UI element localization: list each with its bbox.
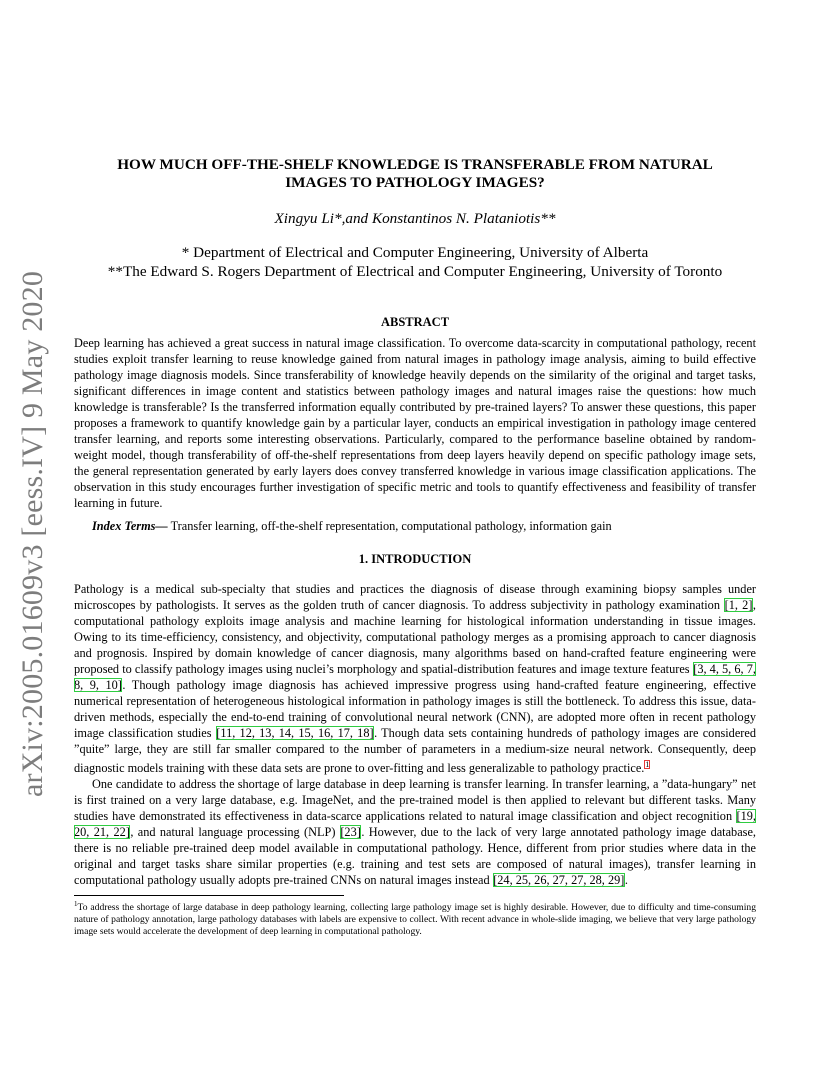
- text-run: . Though pathology image diagnosis has achieved impressive progress using hand-crafted feature engineering, effective numerical representation of heterogeneous histological information in pathology images is still the bottleneck. To address this issue, data-driven methods, especially the end-to-end training of convolutional neural network (CNN), are adopted more often in recent pathology image classification studies: [74, 678, 756, 740]
- text-run: .: [624, 873, 628, 888]
- title-line-2: IMAGES TO PATHOLOGY IMAGES?: [285, 174, 545, 191]
- citation-link[interactable]: [19, 20, 21, 22]: [74, 809, 756, 840]
- index-terms: [74, 518, 756, 534]
- citation-link[interactable]: [11, 12, 13, 14, 15, 16, 17, 18]: [216, 726, 374, 740]
- author-list: Xingyu Li*,and Konstantinos N. Plataniotis**: [274, 210, 556, 227]
- affiliation-2: **The Edward S. Rogers Department of Electrical and Computer Engineering, University of Toronto: [107, 263, 723, 280]
- arxiv-identifier: arXiv:2005.01609v3 [eess.IV] 9 May 2020: [16, 270, 49, 798]
- text-run: , computational pathology exploits image analysis and machine learning for histological information understanding in tissue images. Owing to its time-efficiency, consistency, and objectivity, computational pathology merges as a promising approach to cancer diagnosis and prognosis. Inspired by domain knowledge of cancer diagnosis, many algorithms based on hand-crafted feature engineering were proposed to classify pathology images using nuclei’s morphology and spatial-distribution features and image texture features: [74, 598, 756, 676]
- affiliation-1: * Department of Electrical and Computer Engineering, University of Alberta: [181, 244, 649, 261]
- citation-link[interactable]: [1, 2]: [724, 598, 753, 612]
- citation-link[interactable]: [23]: [340, 825, 361, 840]
- abstract-text: Deep learning has achieved a great success in natural image classification. To overcome data-scarcity in computational pathology, recent studies exploit transfer learning to reuse knowledge gained from natural images in pathology image analysis, aiming to build effective pathology image diagnosis models. Since transferability of knowledge heavily depends on the similarity of the original and target tasks, significant differences in image content and statistics between pathology images and natural images raise the questions: how much knowledge is transferable? Is the transferred information equally contributed by pre-trained layers? To answer these questions, this paper proposes a framework to quantify knowledge gain by a particular layer, conducts an empirical investigation in pathology image centered transfer learning, and reports some interesting observations. Particularly, compared to the performance baseline obtained by random-weight model, though transferability of off-the-shelf representations from deep layers heavily depend on specific pathology image sets, the general representation generated by early layers does convey transferred knowledge in various image classification applications. The observation in this study encourages further investigation of specific metric and tools to quantify effectiveness and feasibility of transfer learning in future.: [74, 336, 756, 510]
- abstract-heading: ABSTRACT: [380, 315, 450, 329]
- footnote-number: 1: [74, 900, 78, 909]
- index-terms-label: Index Terms—: [92, 519, 168, 533]
- paper-title: [74, 156, 756, 192]
- arxiv-identifier-margin: [10, 270, 56, 798]
- text-run: One candidate to address the shortage of large database in deep learning is transfer learning. In transfer learning, a ”data-hungary” net is first trained on a very large database, e.g. ImageNet, and the pre-trained model is then applied to relevant but different tasks. Many studies have demonstrated its effectiveness in data-scarce applications related to natural image classification and object recognition: [74, 777, 756, 824]
- text-run: Pathology is a medical sub-specialty that studies and practices the diagnosis of disease through examining biopsy samples under microscopes by pathologists. It serves as the golden truth of cancer diagnosis. To address subjectivity in pathology examination: [74, 582, 756, 612]
- paper-page: [74, 0, 756, 938]
- citation-link[interactable]: [3, 4, 5, 6, 7, 8, 9, 10]: [74, 662, 756, 692]
- intro-paragraph-1: [74, 581, 756, 776]
- footnote: [74, 898, 756, 938]
- footnote-text: To address the shortage of large database in deep pathology learning, collecting large pathology image set is highly desirable. However, due to difficulty and time-consuming nature of pathology annotation, large pathology databases with labels are expensive to collect. With recent advance in whole-slide imaging, we believe that very large pathology image sets would accelerate the development of deep learning in computational pathology.: [74, 902, 756, 938]
- footnote-link[interactable]: 1: [645, 760, 650, 769]
- citation-link[interactable]: [24, 25, 26, 27, 27, 28, 29]: [493, 873, 625, 888]
- footnote-divider: [74, 895, 344, 896]
- index-terms-text: Transfer learning, off-the-shelf representation, computational pathology, information gain: [167, 519, 612, 533]
- section-heading-introduction: 1. INTRODUCTION: [358, 552, 472, 566]
- text-run: . Though data sets containing hundreds of pathology images are considered ”quite” large, they are still far smaller compared to the number of parameters in a medium-size neural network. Consequently, deep diagnostic models training with these data sets are prone to over-fitting and less generalizable to pathology practice.: [74, 726, 756, 776]
- title-line-1: HOW MUCH OFF-THE-SHELF KNOWLEDGE IS TRANSFERABLE FROM NATURAL: [117, 156, 713, 173]
- intro-paragraph-2: [74, 776, 756, 888]
- text-run: . However, due to the lack of very large annotated pathology image database, there is no reliable pre-trained deep model available in computational pathology. Hence, different from prior studies where data in the original and target tasks share similar properties (e.g. training and test sets are composed of natural images), transfer learning in computational pathology usually adopts pre-trained CNNs on natural images instead: [74, 825, 756, 888]
- affiliations: [74, 243, 756, 281]
- text-run: , and natural language processing (NLP): [130, 825, 340, 840]
